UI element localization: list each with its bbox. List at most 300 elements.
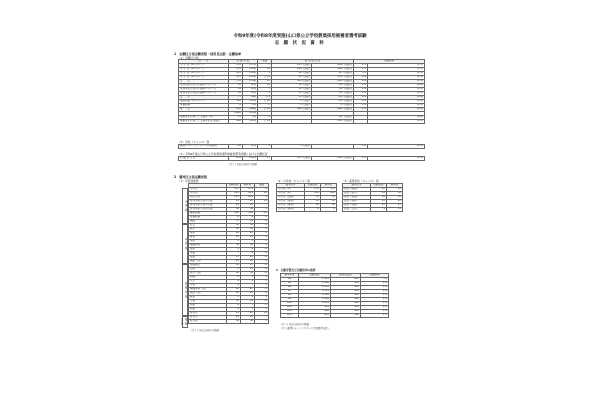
table-cell: 障害者を対象とした選考（A）	[179, 116, 229, 120]
table-cell: 2.1	[354, 68, 368, 72]
table-cell: 7	[255, 204, 269, 208]
table-cell: 35 人程度	[272, 96, 312, 100]
table-cell: 244	[241, 196, 255, 200]
section3-note2: （注）養護チャレンジサポート特別選考を除く	[280, 327, 331, 330]
table-cell: 440	[331, 310, 361, 314]
table-cell: 7	[241, 284, 255, 288]
table-cell: 5 人程度	[272, 100, 312, 104]
table-cell: 3.2	[354, 145, 368, 149]
table-cell: (968)	[243, 108, 258, 112]
header-cell: 志 願 者 数	[229, 60, 258, 64]
table-cell: 12	[241, 300, 255, 304]
table-cell: 合 計	[179, 96, 229, 100]
table-cell: 30	[241, 224, 255, 228]
table-cell: 958	[299, 314, 331, 318]
table-cell: 9	[227, 280, 241, 284]
table-cell: 3.1	[354, 72, 368, 76]
table-cell: 118	[241, 212, 255, 216]
table-cell: 455 人程度	[272, 157, 312, 161]
table-cell: 106	[229, 100, 243, 104]
table-cell: 公民	[189, 268, 227, 272]
table-cell: (12)	[243, 145, 258, 149]
table-cell: (2.2)	[368, 76, 425, 80]
table-cell: R4	[281, 278, 299, 282]
table-cell: (440 人程度)	[312, 108, 354, 112]
table-cell: 25	[241, 292, 255, 296]
table-cell: 合 計	[179, 80, 229, 84]
table-cell: (20 人程度)	[312, 84, 354, 88]
table-cell: 養護チャレンジサポート特別選考	[179, 145, 229, 149]
group-label: 特 別 支 援	[182, 316, 188, 328]
section1-table	[178, 59, 425, 124]
table-cell: (0.6)	[368, 84, 425, 88]
table-cell: 8	[241, 280, 255, 284]
table-cell: 5.3	[354, 100, 368, 104]
table-cell: 254	[305, 192, 321, 196]
table-cell: 38	[227, 320, 241, 324]
table-cell: 106	[227, 212, 241, 216]
header-cell: 前年度	[321, 184, 337, 188]
table-cell: 22	[227, 260, 241, 264]
table-cell: (889)	[243, 112, 258, 116]
section2-table-a	[188, 183, 269, 324]
table-cell: 254	[227, 192, 241, 196]
table-cell: -3	[255, 288, 269, 292]
table-cell: 物理	[189, 276, 227, 280]
table-cell: 41	[241, 220, 255, 224]
table-cell: 440	[331, 302, 361, 306]
section2-table-c	[342, 183, 403, 212]
table-cell: (118)	[243, 100, 258, 104]
table-cell: -2	[255, 252, 269, 256]
table-cell: (6)	[243, 104, 258, 108]
table-cell: 高校（公民）	[343, 208, 371, 212]
table-cell: (2.3)	[368, 157, 425, 161]
table-cell: -2	[255, 272, 269, 276]
table-cell: 2.2	[354, 80, 368, 84]
header-cell: 前年度	[387, 184, 403, 188]
table-cell: (2.4)	[368, 145, 425, 149]
table-cell: -1	[255, 292, 269, 296]
table-cell: 高校（国語）	[343, 188, 371, 192]
table-cell: 小学校	[189, 188, 227, 192]
table-cell: 8	[227, 284, 241, 288]
table-cell: 12	[241, 204, 255, 208]
table-cell: 4	[255, 244, 269, 248]
table-cell: (160 人程度)	[312, 64, 354, 68]
table-cell: (2.4)	[368, 92, 425, 96]
table-cell: 1	[255, 280, 269, 284]
table-cell: (2.1)	[368, 80, 425, 84]
table-cell: (12)	[243, 84, 258, 88]
table-cell: 390	[331, 314, 361, 318]
table-cell: 2.5	[354, 108, 368, 112]
table-cell: 38	[229, 92, 243, 96]
table-cell: R5	[281, 282, 299, 286]
section1-sub2: （2）学校（ジャンル）別	[178, 140, 210, 144]
table-cell: 小学校（理科）	[277, 200, 305, 204]
table-cell: R13	[281, 314, 299, 318]
table-cell: 高校（理科）	[343, 200, 371, 204]
table-cell: 244	[321, 192, 337, 196]
table-cell: 420	[331, 278, 361, 282]
table-cell: (0.8)	[368, 116, 425, 120]
header-cell: 志願者数	[371, 184, 387, 188]
table-cell: (1.2)	[368, 104, 425, 108]
section2-sub-b: （2）小学校（ジャンル）別	[276, 179, 310, 183]
table-cell: 家庭	[189, 252, 227, 256]
table-cell: 障害者を対象とした選考を含む総計	[179, 120, 229, 124]
table-cell: 445	[331, 294, 361, 298]
table-cell: 2.6	[354, 76, 368, 80]
table-cell: 特別支援学校小学部(Aパターン)	[179, 84, 229, 88]
table-cell: 4	[227, 308, 241, 312]
table-cell: 10	[258, 68, 272, 72]
table-cell: 中 学 校（Bパターン）	[179, 76, 229, 80]
table-cell: 10	[321, 200, 337, 204]
table-cell: 養護教諭（Aパターン）	[179, 100, 229, 104]
table-cell: (11 人程度)	[312, 116, 354, 120]
section2-sub-a: （1）年度別推移	[178, 178, 199, 183]
table-cell: 7	[227, 252, 241, 256]
header-cell: 志願者数	[228, 183, 239, 187]
table-cell: (110 人程度)	[312, 76, 354, 80]
group-label: 中 学 校	[182, 224, 188, 264]
table-cell: (451 人程度)	[312, 120, 354, 124]
table-row	[277, 208, 337, 212]
table-cell: 6	[229, 104, 243, 108]
table-cell: 244	[241, 192, 255, 196]
document-title: 令和9年度(令和8年度実施)山口県公立学校教員採用候補者選考試験	[233, 34, 367, 39]
table-cell: 440	[331, 298, 361, 302]
table-cell: 10	[255, 192, 269, 196]
table-cell: 25	[229, 84, 243, 88]
section3-heading: 3 志願者数及び志願倍率の推移	[276, 268, 316, 272]
table-cell: R10	[281, 302, 299, 306]
table-cell: 11	[229, 116, 243, 120]
table-cell: 高校（英語）	[343, 196, 371, 200]
table-cell: 特別支援学校高等部	[189, 208, 227, 212]
table-cell: 245	[229, 72, 243, 76]
section1-table2	[178, 144, 425, 149]
table-cell: 80 人程度	[272, 72, 312, 76]
table-cell: 7	[258, 64, 272, 68]
table-cell: 2	[255, 320, 269, 324]
table-cell: 39	[241, 228, 255, 232]
table-cell: 情報	[189, 308, 227, 312]
table-cell: 7	[255, 316, 269, 320]
table-cell: 2	[255, 236, 269, 240]
table-cell: 小 学 校（Aパターン）	[179, 64, 229, 68]
table-cell: R11	[281, 306, 299, 310]
table-cell: 30	[241, 272, 255, 276]
table-cell: 2.3	[361, 302, 389, 306]
table-cell: 12	[241, 316, 255, 320]
section3-note1: （注）( )内は前年度の数値	[280, 323, 309, 326]
table-cell: △ 12	[258, 100, 272, 104]
table-cell: (244)	[243, 68, 258, 72]
table-cell: (761)	[243, 80, 258, 84]
table-cell: 9	[227, 268, 241, 272]
table-cell: (15 人程度)	[312, 92, 354, 96]
table-cell: 高校（数学）	[343, 192, 371, 196]
table-cell: 12	[305, 200, 321, 204]
table-cell: 商業	[189, 304, 227, 308]
table-cell: 中学校	[189, 192, 227, 196]
header-cell: 選考区分	[343, 184, 371, 188]
table-cell: 9	[227, 240, 241, 244]
table-cell: 450	[331, 290, 361, 294]
table-cell: 1.2	[354, 104, 368, 108]
table-cell: R7	[281, 290, 299, 294]
table-cell: (5.9)	[368, 100, 425, 104]
table-cell: 276	[227, 188, 241, 192]
table-cell: 3.2	[361, 278, 389, 282]
section1-heading: 1 志願区分別志願者数・採用見込数・志願倍率	[174, 52, 242, 56]
section2-table-b	[276, 183, 337, 212]
table-cell: 小学校（体育）	[277, 204, 305, 208]
table-cell: 1,260	[299, 282, 331, 286]
table-cell: 栄養教諭	[179, 104, 229, 108]
table-row	[179, 157, 425, 161]
table-cell: 993	[299, 306, 331, 310]
table-cell: 6	[241, 248, 255, 252]
table-cell: 430	[331, 282, 361, 286]
table-cell: R12	[281, 310, 299, 314]
table-cell: 特別支援学校中学部	[189, 204, 227, 208]
table-cell: 1,100	[299, 294, 331, 298]
header-cell: 増減	[255, 184, 269, 188]
table-cell: 0	[258, 104, 272, 108]
table-cell: 27	[241, 264, 255, 268]
table-cell: R6	[281, 286, 299, 290]
table-cell: 50	[241, 244, 255, 248]
header-cell: 増減	[258, 60, 272, 64]
table-cell: 英語（高）	[189, 292, 227, 296]
table-cell: 20	[387, 188, 403, 192]
table-cell: 25	[387, 196, 403, 200]
header-cell: 採 用 見 込 数	[272, 60, 354, 64]
table-cell: 776	[229, 80, 243, 84]
table-cell: 31	[321, 196, 337, 200]
table-cell: (2.2)	[368, 108, 425, 112]
table-cell: 36	[241, 208, 255, 212]
table-cell: 農業	[189, 296, 227, 300]
table-cell: 7	[241, 240, 255, 244]
table-cell: 20	[241, 260, 255, 264]
table-cell: 27	[387, 204, 403, 208]
section1-sub1: （1）受験区分別	[178, 55, 199, 60]
table-cell: 特別支援学校小学部	[189, 200, 227, 204]
table-cell: 440	[331, 286, 361, 290]
table-cell: 1	[255, 284, 269, 288]
table-cell: 272	[241, 188, 255, 192]
table-cell: 2.2	[361, 306, 389, 310]
table-cell: 小学校（音楽）	[277, 208, 305, 212]
table-cell: (410 人程度)	[312, 157, 354, 161]
table-cell: 20	[387, 200, 403, 204]
table-cell: 24	[371, 196, 387, 200]
table-cell: 11	[241, 236, 255, 240]
table-cell: 工業	[189, 300, 227, 304]
table-cell: 245	[227, 196, 241, 200]
table-cell: (983)	[243, 120, 258, 124]
table-cell: 968	[299, 310, 331, 314]
table-cell: 2.8	[361, 286, 389, 290]
table-row	[179, 120, 425, 124]
table-cell: 1	[255, 296, 269, 300]
table-cell: 345 人程度	[272, 80, 312, 84]
table-cell: 数学	[189, 228, 227, 232]
table-cell: (85 人程度)	[312, 72, 354, 76]
table-cell: 2.1	[354, 157, 368, 161]
section2-heading: 2 選考区分別志願者数	[174, 175, 208, 179]
table-cell: 2.9	[361, 282, 389, 286]
table-cell: 38	[227, 208, 241, 212]
table-row	[343, 208, 403, 212]
table-cell: 特支小	[189, 312, 227, 316]
table-cell: 4	[241, 296, 255, 300]
table-cell: 小 学 校（Bパターン）	[179, 68, 229, 72]
table-cell: 2	[255, 240, 269, 244]
table-row	[189, 320, 269, 324]
table-cell: 90 人程度	[272, 76, 312, 80]
table-cell: 276	[305, 188, 321, 192]
table-cell: 27	[227, 256, 241, 260]
table-cell: 962	[229, 120, 243, 124]
header-cell: 前年度	[241, 184, 255, 188]
table-cell: 志 願 者 合 計	[179, 157, 229, 161]
table-cell: (244)	[243, 72, 258, 76]
table-cell: 22	[241, 232, 255, 236]
table-cell: 13	[227, 236, 241, 240]
table-cell: 高等学校	[189, 196, 227, 200]
table-cell: 36	[241, 320, 255, 324]
table-cell: 25	[227, 200, 241, 204]
section2-sub-c: （3）高等学校（ジャンル）別	[342, 179, 379, 183]
table-cell: 6	[241, 216, 255, 220]
table-cell: 音楽	[189, 236, 227, 240]
section3-table	[280, 273, 389, 318]
table-cell: 生物	[189, 284, 227, 288]
table-cell: (10 人程度)	[312, 88, 354, 92]
section1-note: （注）( )内は前年度の数値	[228, 163, 257, 166]
table-cell: 450	[331, 306, 361, 310]
table-cell: 2	[255, 208, 269, 212]
table-cell: 17	[258, 157, 272, 161]
table-cell: 25	[227, 264, 241, 268]
table-cell: 12	[241, 312, 255, 316]
table-cell: 2.2	[361, 310, 389, 314]
table-cell: 特支高	[189, 320, 227, 324]
header-cell: 志願者数	[299, 274, 331, 278]
table-cell: 958	[229, 108, 243, 112]
table-cell: 19	[229, 88, 243, 92]
table-cell: 235	[229, 76, 243, 80]
table-cell	[312, 145, 354, 149]
table-cell: 2	[255, 260, 269, 264]
table-cell: 37	[227, 220, 241, 224]
table-cell: 1	[258, 72, 272, 76]
table-cell: 19	[227, 316, 241, 320]
table-cell: (2.9)	[368, 72, 425, 76]
table-cell: 栄養教諭	[189, 216, 227, 220]
table-cell: 11	[241, 268, 255, 272]
table-cell: -12	[255, 212, 269, 216]
table-cell: (9)	[243, 116, 258, 120]
table-cell: 36	[227, 224, 241, 228]
table-cell	[354, 120, 368, 124]
table-cell: 35	[305, 196, 321, 200]
table-cell: △ 3	[258, 96, 272, 100]
document-page	[172, 28, 428, 400]
table-row	[179, 145, 425, 149]
table-cell: 社会	[189, 224, 227, 228]
table-cell: 小学校（英語）	[277, 196, 305, 200]
table-cell: 3	[241, 308, 255, 312]
header-cell: 採用見込数	[331, 274, 361, 278]
table-cell: 0	[255, 216, 269, 220]
table-cell: 化学	[189, 280, 227, 284]
table-cell: 23	[371, 200, 387, 204]
table-cell: 10 人程度	[272, 84, 312, 88]
table-cell: 2.6	[361, 290, 389, 294]
table-cell: (272)	[243, 64, 258, 68]
table-cell: -2	[255, 264, 269, 268]
table-cell: 1,212	[299, 286, 331, 290]
table-cell: 4	[227, 248, 241, 252]
table-cell: 18	[305, 204, 321, 208]
table-cell: 5 人程度	[272, 104, 312, 108]
table-cell: 25	[371, 204, 387, 208]
table-cell: 32	[227, 228, 241, 232]
table-cell: 24	[227, 292, 241, 296]
table-cell: (36)	[243, 92, 258, 96]
table-cell: 2.1	[354, 64, 368, 68]
table-cell: 1.9	[354, 88, 368, 92]
table-cell: 4	[255, 232, 269, 236]
table-cell: 6	[227, 304, 241, 308]
table-cell: (365 人程度)	[312, 80, 354, 84]
table-cell: 特別支援学校中学部(Bパターン)	[179, 88, 229, 92]
table-cell: 特支中	[189, 316, 227, 320]
table-cell: 4	[255, 188, 269, 192]
table-cell: 中 学 校（Aパターン）	[179, 72, 229, 76]
table-cell: (80)	[243, 96, 258, 100]
table-cell: 養護教諭	[189, 212, 227, 216]
table-cell: -4	[255, 220, 269, 224]
table-cell: 390 人程度	[272, 108, 312, 112]
table-cell: 19	[227, 204, 241, 208]
table-cell: -2	[255, 268, 269, 272]
table-cell: 理科	[189, 232, 227, 236]
header-cell: 志願者数	[305, 184, 321, 188]
table-cell: 2.5	[361, 314, 389, 318]
header-cell: 志願倍率	[361, 274, 389, 278]
table-cell: R8	[281, 294, 299, 298]
table-cell: (140 人程度)	[312, 68, 354, 72]
table-cell: 技術	[189, 248, 227, 252]
table-cell: 5 人程度	[272, 145, 312, 149]
table-cell: 4	[258, 145, 272, 149]
section2-note: （注）( )内は前年度の数値	[190, 329, 219, 332]
table-cell: 1	[255, 276, 269, 280]
header-cell: 選考区分	[277, 184, 305, 188]
table-cell: 2.2	[354, 96, 368, 100]
table-cell: 6	[255, 224, 269, 228]
table-cell: 28	[227, 272, 241, 276]
table-cell: 43	[241, 288, 255, 292]
